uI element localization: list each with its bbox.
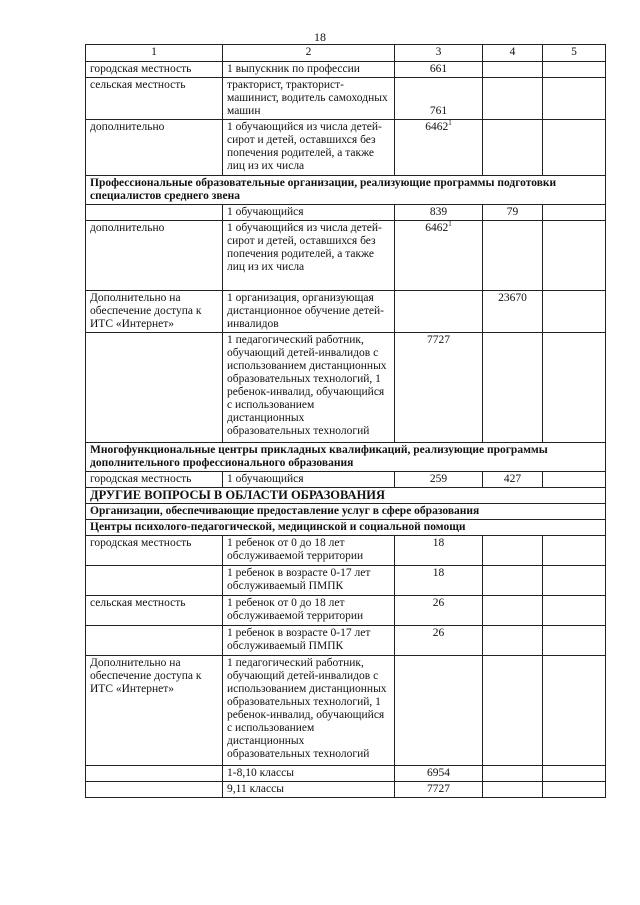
table-body bbox=[86, 62, 606, 798]
value-cell-3 bbox=[395, 205, 483, 221]
unit-cell bbox=[223, 78, 395, 120]
value-cell-4-text: 23670 bbox=[498, 292, 527, 304]
table-row bbox=[86, 221, 606, 291]
section-heading-text: Организации, обеспечивающие предоставление услуг в сфере образования bbox=[86, 504, 606, 520]
value-cell-3-text: 7727 bbox=[427, 783, 450, 795]
value-cell-5 bbox=[543, 120, 606, 176]
unit-cell-text: 1 обучающийся из числа детей-сирот и детей, оставшихся без попечения родителей, а также лиц из их числа bbox=[227, 222, 382, 273]
column-header-3: 3 bbox=[395, 45, 483, 62]
section-heading-text: Многофункциональные центры прикладных квалификаций, реализующие программы дополнительного профессионального образования bbox=[86, 443, 606, 472]
value-cell-5 bbox=[543, 291, 606, 333]
table-row bbox=[86, 78, 606, 120]
value-cell-5 bbox=[543, 205, 606, 221]
category-cell bbox=[86, 120, 223, 176]
column-header-1: 1 bbox=[86, 45, 223, 62]
category-cell-text: Дополнительно на обеспечение доступа к ИТС «Интернет» bbox=[90, 292, 202, 330]
unit-cell bbox=[223, 656, 395, 766]
category-cell-text: городская местность bbox=[90, 473, 192, 485]
value-cell-3-text: 26 bbox=[432, 597, 445, 609]
table-row bbox=[86, 472, 606, 488]
value-cell-4 bbox=[483, 291, 543, 333]
unit-cell-text: 1 педагогический работник, обучающий детей-инвалидов с использованием дистанционных образовательных технологий, 1 ребенок-инвалид, обучающийся с использованием дистанционных образовательных технологий bbox=[227, 334, 387, 437]
value-cell-3 bbox=[395, 333, 483, 443]
category-cell-text: дополнительно bbox=[90, 222, 165, 234]
value-cell-5 bbox=[543, 221, 606, 291]
table-row bbox=[86, 205, 606, 221]
unit-cell-text: 1-8,10 классы bbox=[227, 767, 294, 779]
category-cell-text: сельская местность bbox=[90, 79, 186, 91]
category-cell-text: городская местность bbox=[90, 63, 192, 75]
value-cell-3 bbox=[395, 472, 483, 488]
value-cell-3 bbox=[395, 626, 483, 656]
unit-cell bbox=[223, 536, 395, 566]
unit-cell bbox=[223, 472, 395, 488]
table-row bbox=[86, 333, 606, 443]
value-cell-4 bbox=[483, 221, 543, 291]
value-cell-4 bbox=[483, 120, 543, 176]
value-cell-5 bbox=[543, 626, 606, 656]
unit-cell-text: 1 ребенок в возрасте 0-17 лет обслуживаемый ПМПК bbox=[227, 627, 371, 652]
value-cell-3-text: 7727 bbox=[427, 334, 450, 346]
unit-cell-text: 1 выпускник по профессии bbox=[227, 63, 360, 75]
unit-cell bbox=[223, 626, 395, 656]
value-cell-3 bbox=[395, 766, 483, 782]
footnote-mark: 1 bbox=[448, 119, 452, 128]
value-cell-3-text: 6462 bbox=[425, 121, 449, 133]
table-row bbox=[86, 291, 606, 333]
value-cell-4 bbox=[483, 656, 543, 766]
value-cell-4-text: 79 bbox=[506, 206, 519, 218]
column-header-2: 2 bbox=[223, 45, 395, 62]
unit-cell-text: 1 ребенок от 0 до 18 лет обслуживаемой территории bbox=[227, 537, 364, 562]
unit-cell bbox=[223, 566, 395, 596]
column-number-row bbox=[86, 45, 606, 62]
value-cell-4 bbox=[483, 62, 543, 78]
category-cell bbox=[86, 472, 223, 488]
unit-cell bbox=[223, 782, 395, 798]
category-cell bbox=[86, 566, 223, 596]
table-row bbox=[86, 656, 606, 766]
category-cell bbox=[86, 221, 223, 291]
section-heading bbox=[86, 443, 606, 472]
value-cell-3 bbox=[395, 291, 483, 333]
value-cell-4 bbox=[483, 78, 543, 120]
unit-cell-text: 1 ребенок от 0 до 18 лет обслуживаемой территории bbox=[227, 597, 364, 622]
unit-cell-text: тракторист, тракторист-машинист, водитель самоходных машин bbox=[227, 79, 388, 117]
value-cell-4 bbox=[483, 782, 543, 798]
category-cell bbox=[86, 782, 223, 798]
value-cell-3 bbox=[395, 782, 483, 798]
value-cell-5 bbox=[543, 766, 606, 782]
page-number: 18 bbox=[314, 30, 326, 44]
value-cell-3 bbox=[395, 221, 483, 291]
unit-cell-text: 9,11 классы bbox=[227, 783, 284, 795]
table-row bbox=[86, 596, 606, 626]
unit-cell bbox=[223, 205, 395, 221]
value-cell-4 bbox=[483, 472, 543, 488]
category-cell-text: Дополнительно на обеспечение доступа к ИТС «Интернет» bbox=[90, 657, 202, 695]
value-cell-3 bbox=[395, 78, 483, 120]
unit-cell-text: 1 педагогический работник, обучающий детей-инвалидов с использованием дистанционных образовательных технологий, 1 ребенок-инвалид, обучающийся с использованием дистанционных образовательных технологий bbox=[227, 657, 387, 760]
value-cell-5 bbox=[543, 596, 606, 626]
section-heading bbox=[86, 520, 606, 536]
column-header-4: 4 bbox=[483, 45, 543, 62]
value-cell-3-text: 6462 bbox=[425, 222, 449, 234]
category-cell bbox=[86, 626, 223, 656]
unit-cell-text: 1 обучающийся bbox=[227, 473, 304, 485]
value-cell-3 bbox=[395, 656, 483, 766]
table-row bbox=[86, 120, 606, 176]
value-cell-5 bbox=[543, 78, 606, 120]
value-cell-3-text: 661 bbox=[429, 63, 448, 75]
category-cell-text: городская местность bbox=[90, 537, 192, 549]
column-header-5: 5 bbox=[543, 45, 606, 62]
value-cell-3 bbox=[395, 120, 483, 176]
unit-cell-text: 1 обучающийся bbox=[227, 206, 304, 218]
unit-cell bbox=[223, 596, 395, 626]
unit-cell-text: 1 организация, организующая дистанционное обучение детей-инвалидов bbox=[227, 292, 384, 330]
section-heading-text: Центры психолого-педагогической, медицинской и социальной помощи bbox=[86, 520, 606, 536]
value-cell-5 bbox=[543, 472, 606, 488]
value-cell-3-text: 761 bbox=[429, 105, 448, 117]
table-row bbox=[86, 626, 606, 656]
value-cell-4 bbox=[483, 566, 543, 596]
value-cell-5 bbox=[543, 333, 606, 443]
value-cell-3 bbox=[395, 596, 483, 626]
value-cell-5 bbox=[543, 782, 606, 798]
unit-cell bbox=[223, 62, 395, 78]
category-cell bbox=[86, 333, 223, 443]
section-heading-text: ДРУГИЕ ВОПРОСЫ В ОБЛАСТИ ОБРАЗОВАНИЯ bbox=[86, 488, 606, 504]
major-section-heading bbox=[86, 488, 606, 504]
value-cell-3-text: 26 bbox=[432, 627, 445, 639]
table-row bbox=[86, 536, 606, 566]
value-cell-3-text: 259 bbox=[429, 473, 448, 485]
category-cell bbox=[86, 536, 223, 566]
unit-cell-text: 1 ребенок в возрасте 0-17 лет обслуживаемый ПМПК bbox=[227, 567, 371, 592]
value-cell-4 bbox=[483, 596, 543, 626]
value-cell-3-text: 18 bbox=[432, 567, 445, 579]
unit-cell bbox=[223, 221, 395, 291]
category-cell-text: сельская местность bbox=[90, 597, 186, 609]
tariff-table bbox=[85, 44, 606, 798]
table-row bbox=[86, 782, 606, 798]
value-cell-4 bbox=[483, 205, 543, 221]
table-row bbox=[86, 62, 606, 78]
value-cell-5 bbox=[543, 62, 606, 78]
value-cell-5 bbox=[543, 566, 606, 596]
value-cell-3 bbox=[395, 62, 483, 78]
category-cell bbox=[86, 62, 223, 78]
section-heading bbox=[86, 504, 606, 520]
unit-cell-text: 1 обучающийся из числа детей-сирот и детей, оставшихся без попечения родителей, а также лиц из их числа bbox=[227, 121, 382, 172]
category-cell bbox=[86, 596, 223, 626]
table-row bbox=[86, 766, 606, 782]
unit-cell bbox=[223, 120, 395, 176]
unit-cell bbox=[223, 766, 395, 782]
section-heading-text: Профессиональные образовательные организации, реализующие программы подготовки специалистов среднего звена bbox=[86, 176, 606, 205]
footnote-mark: 1 bbox=[448, 220, 452, 229]
unit-cell bbox=[223, 291, 395, 333]
value-cell-5 bbox=[543, 656, 606, 766]
value-cell-4 bbox=[483, 333, 543, 443]
value-cell-3-text: 18 bbox=[432, 537, 445, 549]
value-cell-3-text: 6954 bbox=[427, 767, 450, 779]
section-heading bbox=[86, 176, 606, 205]
value-cell-4 bbox=[483, 536, 543, 566]
category-cell-text: дополнительно bbox=[90, 121, 165, 133]
value-cell-4-text: 427 bbox=[503, 473, 522, 485]
category-cell bbox=[86, 656, 223, 766]
value-cell-4 bbox=[483, 626, 543, 656]
category-cell bbox=[86, 205, 223, 221]
category-cell bbox=[86, 291, 223, 333]
unit-cell bbox=[223, 333, 395, 443]
table-row bbox=[86, 566, 606, 596]
value-cell-3 bbox=[395, 566, 483, 596]
category-cell bbox=[86, 78, 223, 120]
category-cell bbox=[86, 766, 223, 782]
value-cell-3-text: 839 bbox=[429, 206, 448, 218]
value-cell-3 bbox=[395, 536, 483, 566]
value-cell-4 bbox=[483, 766, 543, 782]
value-cell-5 bbox=[543, 536, 606, 566]
